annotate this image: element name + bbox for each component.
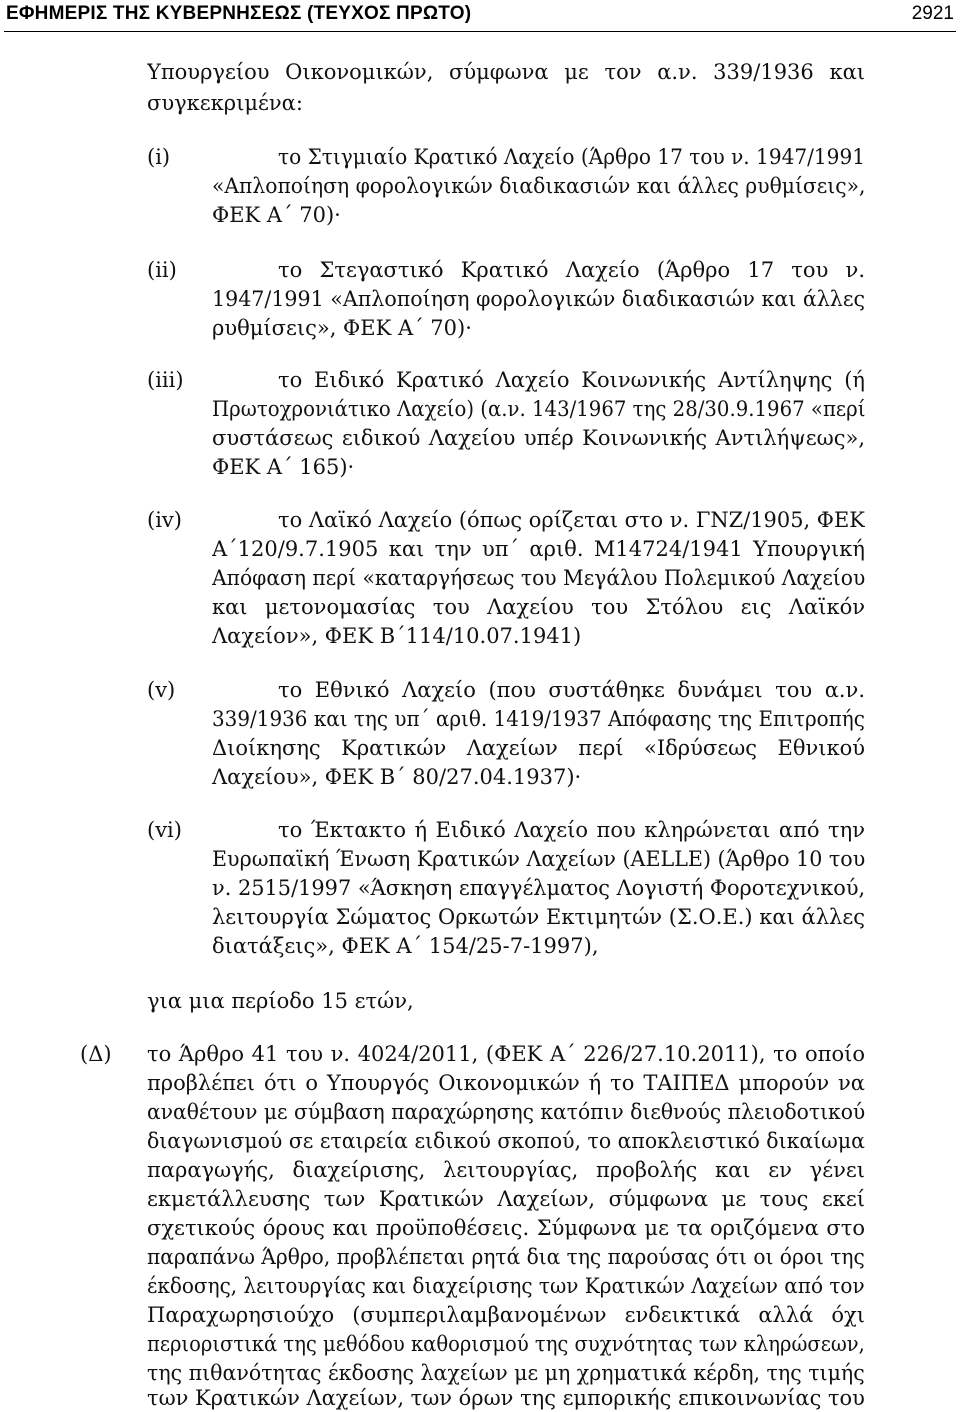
page-number: 2921 — [911, 3, 954, 24]
header-divider — [4, 31, 956, 32]
item-line: Α΄120/9.7.1905 και την υπ΄ αριθ. Μ14724/1941 Υπουργική — [212, 537, 865, 561]
gazette-title: ΕΦΗΜΕΡΙΣ ΤΗΣ ΚΥΒΕΡΝΗΣΕΩΣ (ΤΕΥΧΟΣ ΠΡΩΤΟ) — [6, 3, 472, 24]
section-line: διαγωνισμού σε εταιρεία ειδικού σκοπού, το αποκλειστικό δικαίωμα — [147, 1129, 865, 1153]
item-label: (iv) — [147, 508, 182, 532]
item-line: Απόφαση περί «καταργήσεως του Μεγάλου Πολεμικού Λαχείου — [212, 566, 865, 590]
section-line: σχετικούς όρους και προϋποθέσεις. Σύμφωνα με τα οριζόμενα στο — [147, 1216, 865, 1240]
section-line: περιοριστικά της μεθόδου καθορισμού της συχνότητας των κληρώσεων, — [147, 1332, 865, 1356]
item-line: ρυθμίσεις», ΦΕΚ Α΄ 70)· — [212, 316, 472, 340]
item-label: (ii) — [147, 258, 177, 282]
item-line: «Απλοποίηση φορολογικών διαδικασιών και άλλες ρυθμίσεις», — [212, 174, 865, 198]
section-line: έκδοσης, λειτουργίας και διαχείρισης των Κρατικών Λαχείων από τον — [147, 1274, 865, 1298]
intro-line: Υπουργείου Οικονομικών, σύμφωνα με τον α.ν. 339/1936 και — [147, 60, 865, 84]
section-line: των Κρατικών Λαχείων, των όρων της εμπορικής επικοινωνίας του — [147, 1386, 865, 1410]
section-line: της πιθανότητας έκδοσης λαχείων με μη χρηματικά κέρδη, της τιμής — [147, 1361, 865, 1385]
item-line: ν. 2515/1997 «Άσκηση επαγγέλματος Λογιστή Φοροτεχνικού, — [212, 876, 865, 900]
item-line: Λαχείου», ΦΕΚ Β΄ 80/27.04.1937)· — [212, 765, 582, 789]
page-header — [0, 0, 960, 32]
item-line: το Στιγμιαίο Κρατικό Λαχείο (Άρθρο 17 του ν. 1947/1991 — [278, 145, 865, 169]
intro-line: συγκεκριμένα: — [147, 91, 303, 115]
item-line: το Στεγαστικό Κρατικό Λαχείο (Άρθρο 17 του ν. — [278, 258, 865, 282]
section-line: εκμετάλλευσης των Κρατικών Λαχείων, σύμφωνα με τους εκεί — [147, 1187, 865, 1211]
item-line: το Ειδικό Κρατικό Λαχείο Κοινωνικής Αντίληψης (ή — [278, 368, 865, 392]
item-line: Πρωτοχρονιάτικο Λαχείο) (α.ν. 143/1967 της 28/30.9.1967 «περί — [212, 397, 865, 421]
section-line: παραγωγής, διαχείρισης, λειτουργίας, προβολής και εν γένει — [147, 1158, 865, 1182]
item-line: Ευρωπαϊκή Ένωση Κρατικών Λαχείων (AELLE) (Άρθρο 10 του — [212, 847, 865, 871]
item-line: Διοίκησης Κρατικών Λαχείων περί «Ιδρύσεως Εθνικού — [212, 736, 865, 760]
section-label: (Δ) — [80, 1042, 112, 1066]
item-label: (v) — [147, 678, 176, 702]
item-label: (vi) — [147, 818, 182, 842]
item-line: Λαχείον», ΦΕΚ Β΄114/10.07.1941) — [212, 624, 582, 648]
item-line: συστάσεως ειδικού Λαχείου υπέρ Κοινωνικής Αντιλήψεως», — [212, 426, 865, 450]
item-line: λειτουργία Σώματος Ορκωτών Εκτιμητών (Σ.Ο.Ε.) και άλλες — [212, 905, 865, 929]
period-line: για μια περίοδο 15 ετών, — [147, 989, 414, 1013]
item-line: 1947/1991 «Απλοποίηση φορολογικών διαδικασιών και άλλες — [212, 287, 865, 311]
item-line: διατάξεις», ΦΕΚ Α΄ 154/25-7-1997), — [212, 934, 599, 958]
section-line: αναθέτουν με σύμβαση παραχώρησης κατόπιν διεθνούς πλειοδοτικού — [147, 1100, 865, 1124]
section-line: το Άρθρο 41 του ν. 4024/2011, (ΦΕΚ Α΄ 226/27.10.2011), το οποίο — [147, 1042, 865, 1066]
item-line: και μετονομασίας του Λαχείου του Στόλου εις Λαϊκόν — [212, 595, 865, 619]
item-line: ΦΕΚ Α΄ 165)· — [212, 455, 355, 479]
item-label: (iii) — [147, 368, 184, 392]
item-line: το Λαϊκό Λαχείο (όπως ορίζεται στο ν. ΓΝΖ/1905, ΦΕΚ — [278, 508, 865, 532]
section-line: Παραχωρησιούχο (συμπεριλαμβανομένων ενδεικτικά αλλά όχι — [147, 1303, 865, 1327]
section-line: προβλέπει ότι ο Υπουργός Οικονομικών ή το ΤΑΙΠΕΔ μπορούν να — [147, 1071, 865, 1095]
item-line: ΦΕΚ Α΄ 70)· — [212, 203, 341, 227]
item-line: το Εθνικό Λαχείο (που συστάθηκε δυνάμει του α.ν. — [278, 678, 865, 702]
section-line: παραπάνω Άρθρο, προβλέπεται ρητά δια της παρούσας ότι οι όροι της — [147, 1245, 865, 1269]
item-label: (i) — [147, 145, 171, 169]
item-line: 339/1936 και της υπ΄ αριθ. 1419/1937 Απόφασης της Επιτροπής — [212, 707, 865, 731]
item-line: το Έκτακτο ή Ειδικό Λαχείο που κληρώνεται από την — [278, 818, 865, 842]
